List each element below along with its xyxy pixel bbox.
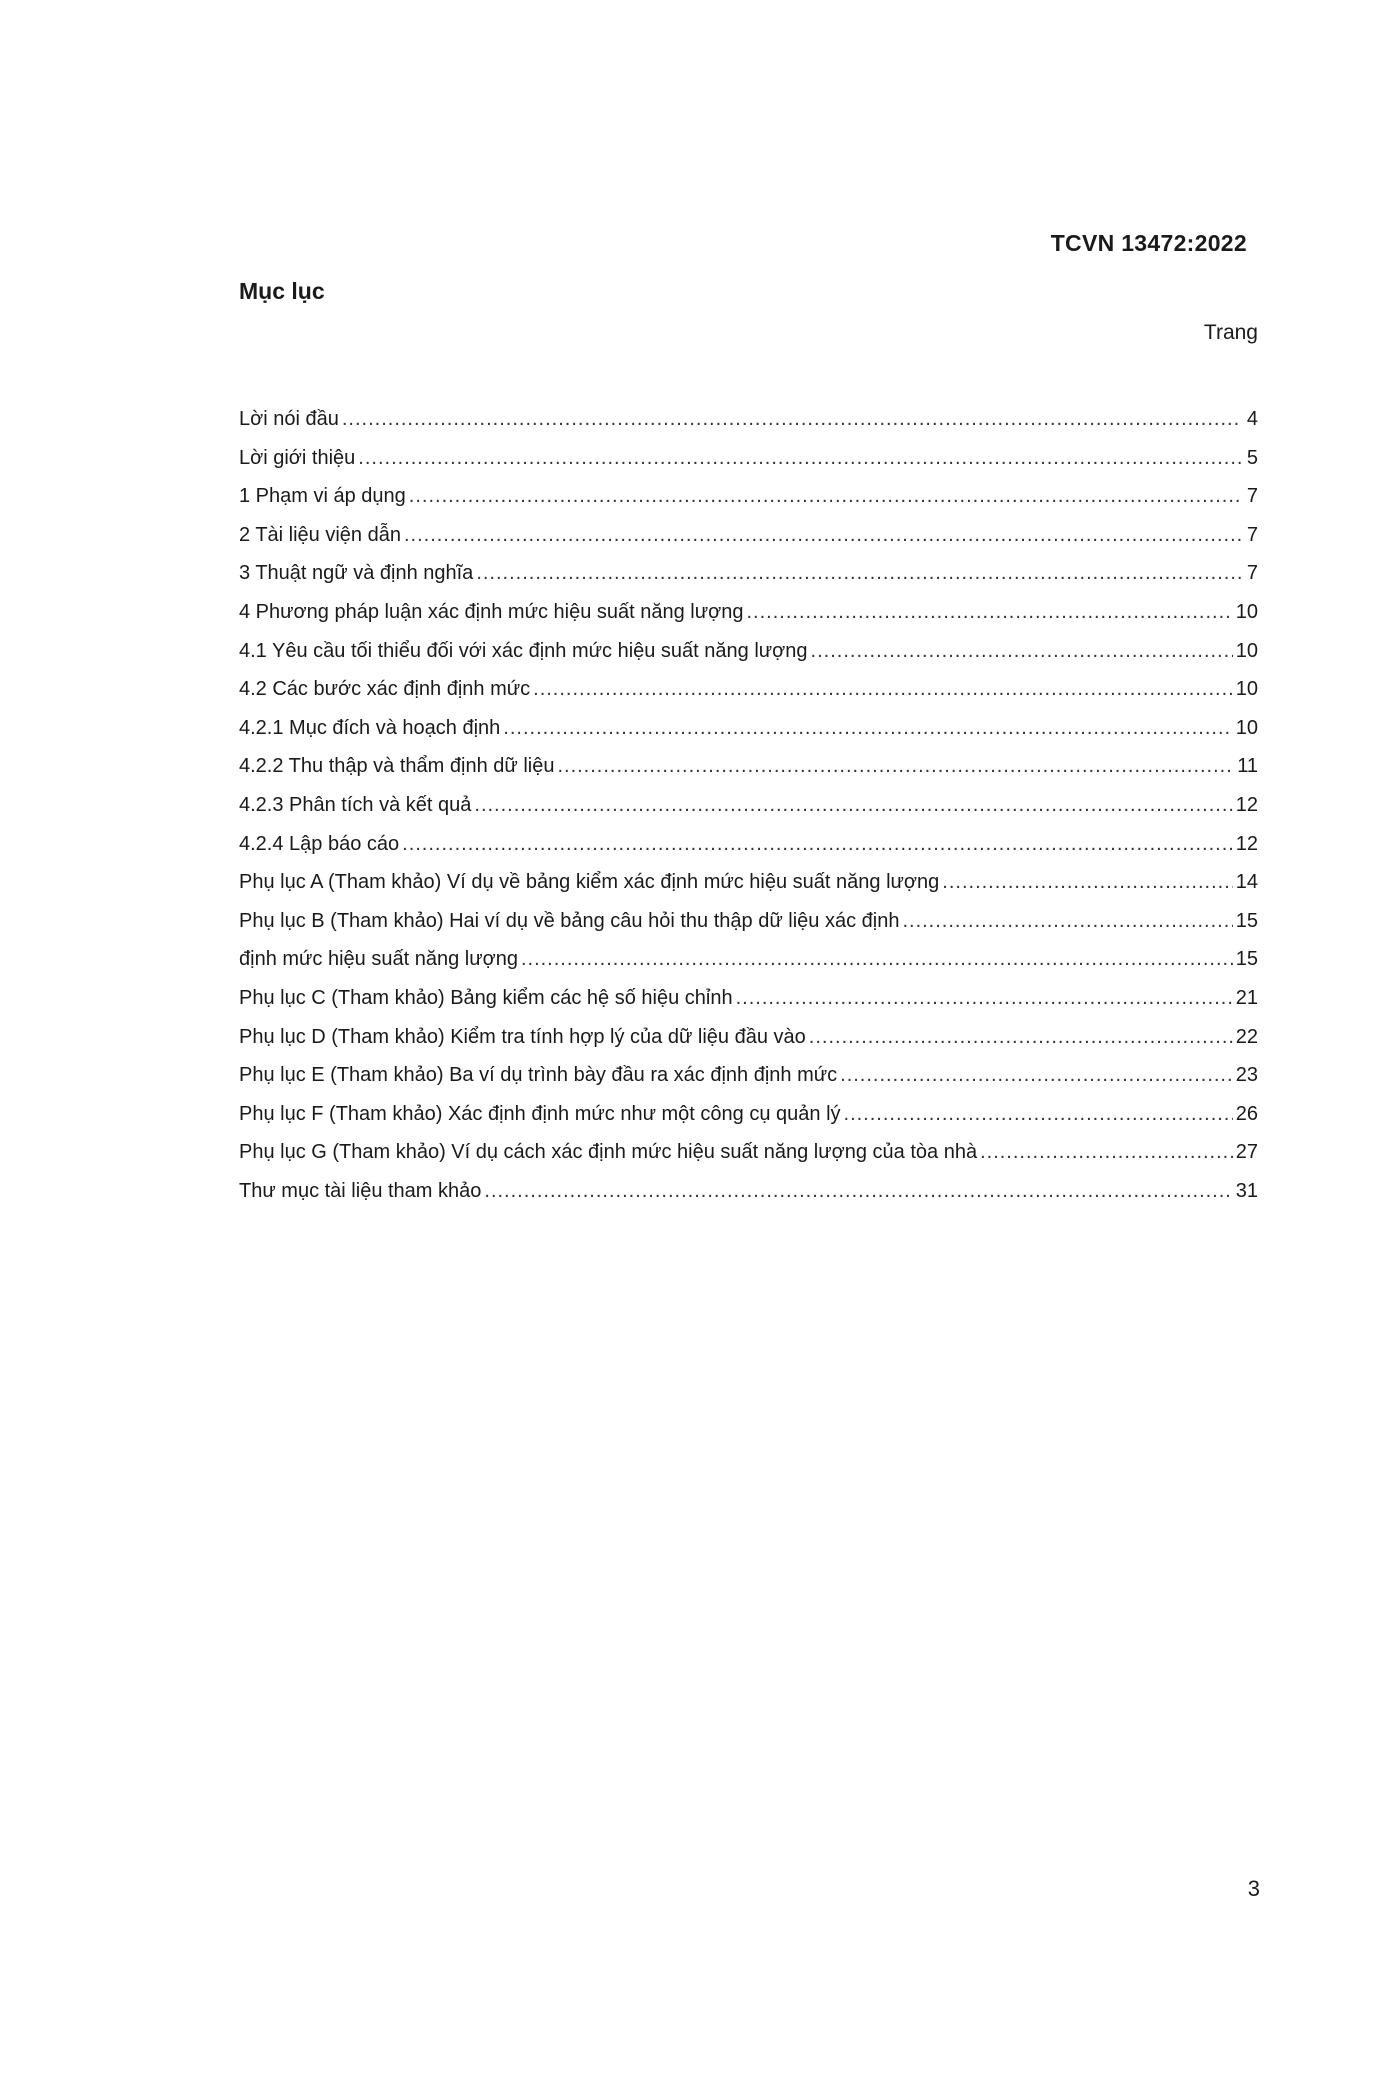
toc-leader-dots — [404, 524, 1241, 547]
toc-entry[interactable] — [239, 948, 1258, 987]
toc-entry[interactable] — [239, 1180, 1258, 1219]
toc-entry-page: 22 — [1235, 1025, 1258, 1048]
toc-leader-dots — [557, 755, 1234, 778]
toc-entry[interactable] — [239, 601, 1258, 640]
toc-entry-label: Phụ lục F (Tham khảo) Xác định định mức như một công cụ quản lý — [239, 1102, 841, 1125]
toc-entry[interactable] — [239, 987, 1258, 1026]
toc-entry-label: Phụ lục C (Tham khảo) Bảng kiểm các hệ số hiệu chỉnh — [239, 986, 733, 1009]
toc-leader-dots — [840, 1064, 1233, 1087]
toc-entry[interactable] — [239, 1026, 1258, 1065]
toc-entry-label: Phụ lục G (Tham khảo) Ví dụ cách xác định mức hiệu suất năng lượng của tòa nhà — [239, 1141, 978, 1164]
toc-leader-dots — [342, 408, 1241, 431]
toc-entry[interactable] — [239, 678, 1258, 717]
toc-entry-page: 31 — [1235, 1179, 1258, 1202]
toc-entry-label: định mức hiệu suất năng lượng — [239, 948, 518, 971]
toc-leader-dots — [942, 871, 1232, 894]
toc-entry-label: 3 Thuật ngữ và định nghĩa — [239, 562, 474, 585]
toc-leader-dots — [844, 1103, 1233, 1126]
toc-entry-page: 15 — [1235, 948, 1258, 971]
toc-entry-page: 11 — [1237, 755, 1258, 778]
toc-entry-label: Phụ lục A (Tham khảo) Ví dụ về bảng kiểm xác định mức hiệu suất năng lượng — [239, 871, 940, 894]
toc-entry-label: 4.1 Yêu cầu tối thiểu đối với xác định mức hiệu suất năng lượng — [239, 639, 808, 662]
toc-entry-page: 12 — [1235, 793, 1258, 816]
toc-entry[interactable] — [239, 447, 1258, 486]
toc-entry[interactable] — [239, 562, 1258, 601]
toc-leader-dots — [736, 987, 1233, 1010]
toc-entry-label: 4.2.1 Mục đích và hoạch định — [239, 716, 501, 739]
toc-entry-label: Lời nói đầu — [239, 408, 339, 430]
toc-entry-page: 10 — [1235, 600, 1258, 623]
toc-leader-dots — [474, 794, 1232, 817]
toc-entry-page: 4 — [1246, 408, 1258, 430]
table-of-contents — [239, 408, 1258, 1218]
toc-title: Mục lục — [239, 278, 325, 304]
toc-entry[interactable] — [239, 794, 1258, 833]
toc-leader-dots — [358, 447, 1241, 470]
toc-entry[interactable] — [239, 1141, 1258, 1180]
toc-entry-label: 4 Phương pháp luận xác định mức hiệu suất năng lượng — [239, 600, 744, 623]
toc-entry-label: Thư mục tài liệu tham khảo — [239, 1179, 482, 1202]
toc-entry-label: 4.2.4 Lập báo cáo — [239, 832, 400, 855]
toc-entry-label: Lời giới thiệu — [239, 446, 356, 469]
toc-entry[interactable] — [239, 1064, 1258, 1103]
toc-entry-page: 5 — [1246, 446, 1258, 469]
toc-entry-page: 7 — [1246, 523, 1258, 546]
toc-leader-dots — [521, 948, 1233, 971]
toc-leader-dots — [809, 1026, 1233, 1049]
document-code: TCVN 13472:2022 — [1050, 230, 1247, 256]
toc-entry-page: 7 — [1246, 562, 1258, 585]
toc-leader-dots — [476, 562, 1241, 585]
toc-entry[interactable] — [239, 640, 1258, 679]
toc-entry[interactable] — [239, 1103, 1258, 1142]
toc-entry[interactable] — [239, 408, 1258, 447]
page-column-label: Trang — [1203, 321, 1258, 344]
toc-leader-dots — [409, 485, 1241, 508]
toc-entry-page: 7 — [1246, 485, 1258, 508]
toc-leader-dots — [811, 640, 1233, 663]
toc-entry[interactable] — [239, 910, 1258, 949]
toc-entry[interactable] — [239, 485, 1258, 524]
toc-entry-page: 23 — [1235, 1064, 1258, 1087]
toc-entry-label: 4.2.2 Thu thập và thẩm định dữ liệu — [239, 755, 555, 778]
toc-entry-page: 21 — [1235, 986, 1258, 1009]
toc-entry-page: 10 — [1235, 639, 1258, 662]
toc-leader-dots — [533, 678, 1233, 701]
toc-entry-label: Phụ lục B (Tham khảo) Hai ví dụ về bảng câu hỏi thu thập dữ liệu xác định — [239, 909, 900, 932]
toc-entry-page: 10 — [1235, 716, 1258, 739]
toc-entry[interactable] — [239, 524, 1258, 563]
toc-leader-dots — [902, 910, 1232, 933]
toc-entry[interactable] — [239, 717, 1258, 756]
toc-entry-label: Phụ lục D (Tham khảo) Kiểm tra tính hợp lý của dữ liệu đầu vào — [239, 1025, 806, 1048]
toc-entry-label: 4.2 Các bước xác định định mức — [239, 678, 531, 701]
toc-leader-dots — [402, 833, 1233, 856]
toc-entry-label: 2 Tài liệu viện dẫn — [239, 523, 401, 546]
toc-entry[interactable] — [239, 833, 1258, 872]
toc-entry[interactable] — [239, 871, 1258, 910]
toc-entry-label: 4.2.3 Phân tích và kết quả — [239, 793, 472, 816]
toc-entry-page: 12 — [1235, 832, 1258, 855]
toc-entry[interactable] — [239, 755, 1258, 794]
toc-leader-dots — [484, 1180, 1232, 1203]
toc-entry-label: Phụ lục E (Tham khảo) Ba ví dụ trình bày đầu ra xác định định mức — [239, 1064, 838, 1087]
toc-entry-page: 15 — [1235, 909, 1258, 932]
toc-leader-dots — [980, 1141, 1233, 1164]
page-number: 3 — [1247, 1876, 1260, 1901]
toc-entry-page: 10 — [1235, 678, 1258, 701]
toc-entry-page: 14 — [1235, 871, 1258, 894]
toc-entry-page: 26 — [1235, 1102, 1258, 1125]
toc-entry-page: 27 — [1235, 1141, 1258, 1164]
toc-leader-dots — [503, 717, 1232, 740]
toc-leader-dots — [747, 601, 1233, 624]
toc-entry-label: 1 Phạm vi áp dụng — [239, 485, 406, 508]
